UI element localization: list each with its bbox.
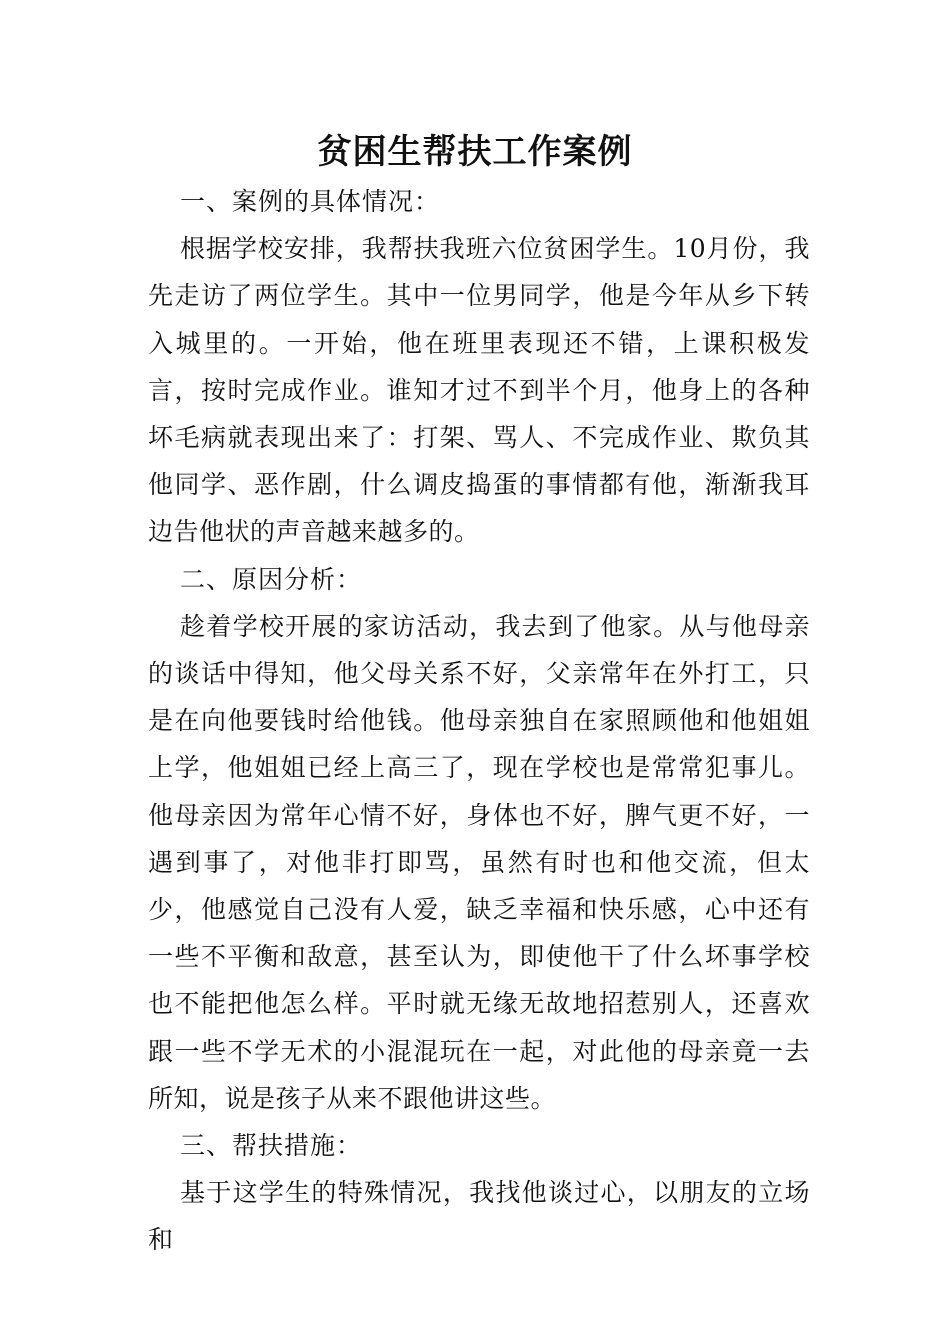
document-body (148, 178, 810, 1264)
section-heading-case: 一、案例的具体情况： (180, 187, 441, 216)
section-paragraph-analysis: 趁着学校开展的家访活动，我去到了他家。从与他母亲的谈话中得知，他父母关系不好，父亲常年在外打工，只是在向他要钱时给他钱。他母亲独自在家照顾他和他姐姐上学，他姐姐已经上高三了，现在学校也是常常犯事儿。他母亲因为常年心情不好，身体也不好，脾气更不好，一遇到事了，对他非打即骂，虽然有时也和他交流，但太少，他感觉自己没有人爱，缺乏幸福和快乐感，心中还有一些不平衡和敌意，甚至认为，即使他干了什么坏事学校也不能把他怎么样。平时就无缘无故地招惹别人，还喜欢跟一些不学无术的小混混玩在一起，对此他的母亲竟一去所知，说是孩子从来不跟他讲这些。 (148, 611, 810, 1113)
section-paragraph-case: 根据学校安排，我帮扶我班六位贫困学生。10月份，我先走访了两位学生。其中一位男同学，他是今年从乡下转入城里的。一开始，他在班里表现还不错，上课积极发言，按时完成作业。谁知才过不到半个月，他身上的各种坏毛病就表现出来了：打架、骂人、不完成作业、欺负其他同学、恶作剧，什么调皮捣蛋的事情都有他，渐渐我耳边告他状的声音越来越多的。 (148, 234, 810, 547)
document-title: 贫困生帮扶工作案例 (317, 132, 633, 172)
section-heading-measures: 三、帮扶措施： (180, 1131, 363, 1161)
section-heading-analysis: 二、原因分析： (180, 564, 363, 594)
section-paragraph-measures: 基于这学生的特殊情况，我找他谈过心，以朋友的立场和 (148, 1178, 810, 1255)
